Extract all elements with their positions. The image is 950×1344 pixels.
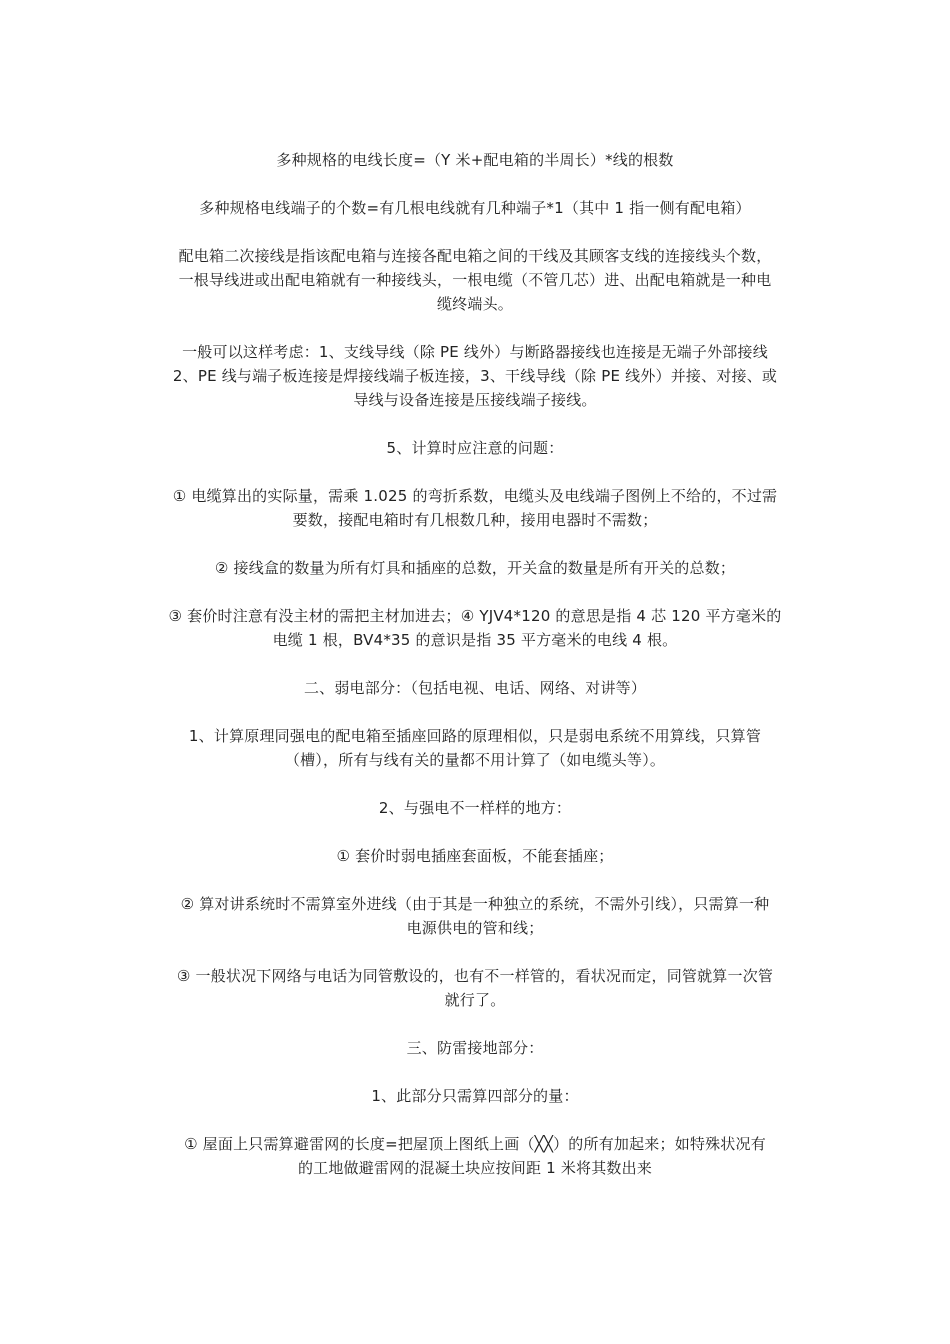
paragraph-terminal-count <box>140 196 810 220</box>
text-line: （槽），所有与线有关的量都不用计算了（如电缆头等）。 <box>284 751 666 769</box>
text-line: 导线与设备连接是压接线端子接线。 <box>353 391 597 409</box>
text-line: 电缆 1 根，BV4*35 的意识是指 35 平方毫米的电线 4 根。 <box>272 631 678 649</box>
text-line: 二、弱电部分：（包括电视、电话、网络、对讲等） <box>303 679 647 697</box>
document-page <box>140 148 810 1204</box>
text-line: 要数，接配电箱时有几根数几种，接用电器时不需数； <box>292 511 658 529</box>
text-line: ② 算对讲系统时不需算室外进线（由于其是一种独立的系统，不需外引线），只需算一种 <box>180 895 770 913</box>
paragraph-junction-boxes <box>140 556 810 580</box>
text-line: ③ 一般状况下网络与电话为同管敷设的，也有不一样管的，看状况而定，同管就算一次管 <box>176 967 774 985</box>
text-line: ② 接线盒的数量为所有灯具和插座的总数，开关盒的数量是所有开关的总数； <box>214 559 736 577</box>
text-line: 多种规格的电线长度=（Y 米+配电箱的半周长）*线的根数 <box>276 151 674 169</box>
text-line: 多种规格电线端子的个数=有几根电线就有几种端子*1（其中 1 指一侧有配电箱） <box>199 199 751 217</box>
text-line: 三、防雷接地部分： <box>406 1039 544 1057</box>
text-line: 配电箱二次接线是指该配电箱与连接各配电箱之间的干线及其顾客支线的连接线头个数， <box>178 247 772 265</box>
section-heading-calculation-notes <box>140 436 810 460</box>
text-line: 2、PE 线与端子板连接是焊接线端子板连接，3、干线导线（除 PE 线外）并接、对接、或 <box>172 367 778 385</box>
paragraph-weak-current-principle <box>140 724 810 772</box>
text-line: 就行了。 <box>444 991 506 1009</box>
paragraph-main-materials <box>140 604 810 652</box>
text-line: ③ 套价时注意有没主材的需把主材加进去；④ YJV4*120 的意思是指 4 芯 120 平方毫米的 <box>168 607 782 625</box>
text-line: 1、计算原理同强电的配电箱至插座回路的原理相似，只是弱电系统不用算线，只算管 <box>188 727 762 745</box>
text-line: 一般可以这样考虑：1、支线导线（除 PE 线外）与断路器接线也连接是无端子外部接线 <box>182 343 768 361</box>
text-line: 2、与强电不一样样的地方： <box>378 799 572 817</box>
text-line: 缆终端头。 <box>436 295 513 313</box>
paragraph-general-considerations <box>140 340 810 412</box>
section-heading-lightning-grounding <box>140 1036 810 1060</box>
paragraph-intercom-system <box>140 892 810 940</box>
paragraph-wire-length <box>140 148 810 172</box>
text-line: ① 套价时弱电插座套面板，不能套插座； <box>336 847 614 865</box>
paragraph-secondary-wiring <box>140 244 810 316</box>
text-line: ① 屋面上只需算避雷网的长度=把屋顶上图纸上画（╳╳）的所有加起来；如特殊状况有 <box>184 1135 766 1153</box>
text-line: 1、此部分只需算四部分的量： <box>371 1087 579 1105</box>
subheading-differences <box>140 796 810 820</box>
subheading-four-parts <box>140 1084 810 1108</box>
text-line: 一根导线进或出配电箱就有一种接线头，一根电缆（不管几芯）进、出配电箱就是一种电 <box>178 271 772 289</box>
paragraph-network-phone <box>140 964 810 1012</box>
paragraph-socket-panel <box>140 844 810 868</box>
text-line: 5、计算时应注意的问题： <box>386 439 564 457</box>
text-line: 电源供电的管和线； <box>406 919 544 937</box>
text-line: ① 电缆算出的实际量，需乘 1.025 的弯折系数，电缆头及电线端子图例上不给的，不过需 <box>172 487 778 505</box>
paragraph-cable-factor <box>140 484 810 532</box>
text-line: 的工地做避雷网的混凝土块应按间距 1 米将其数出来 <box>297 1159 653 1177</box>
paragraph-lightning-net <box>140 1132 810 1180</box>
section-heading-weak-current <box>140 676 810 700</box>
